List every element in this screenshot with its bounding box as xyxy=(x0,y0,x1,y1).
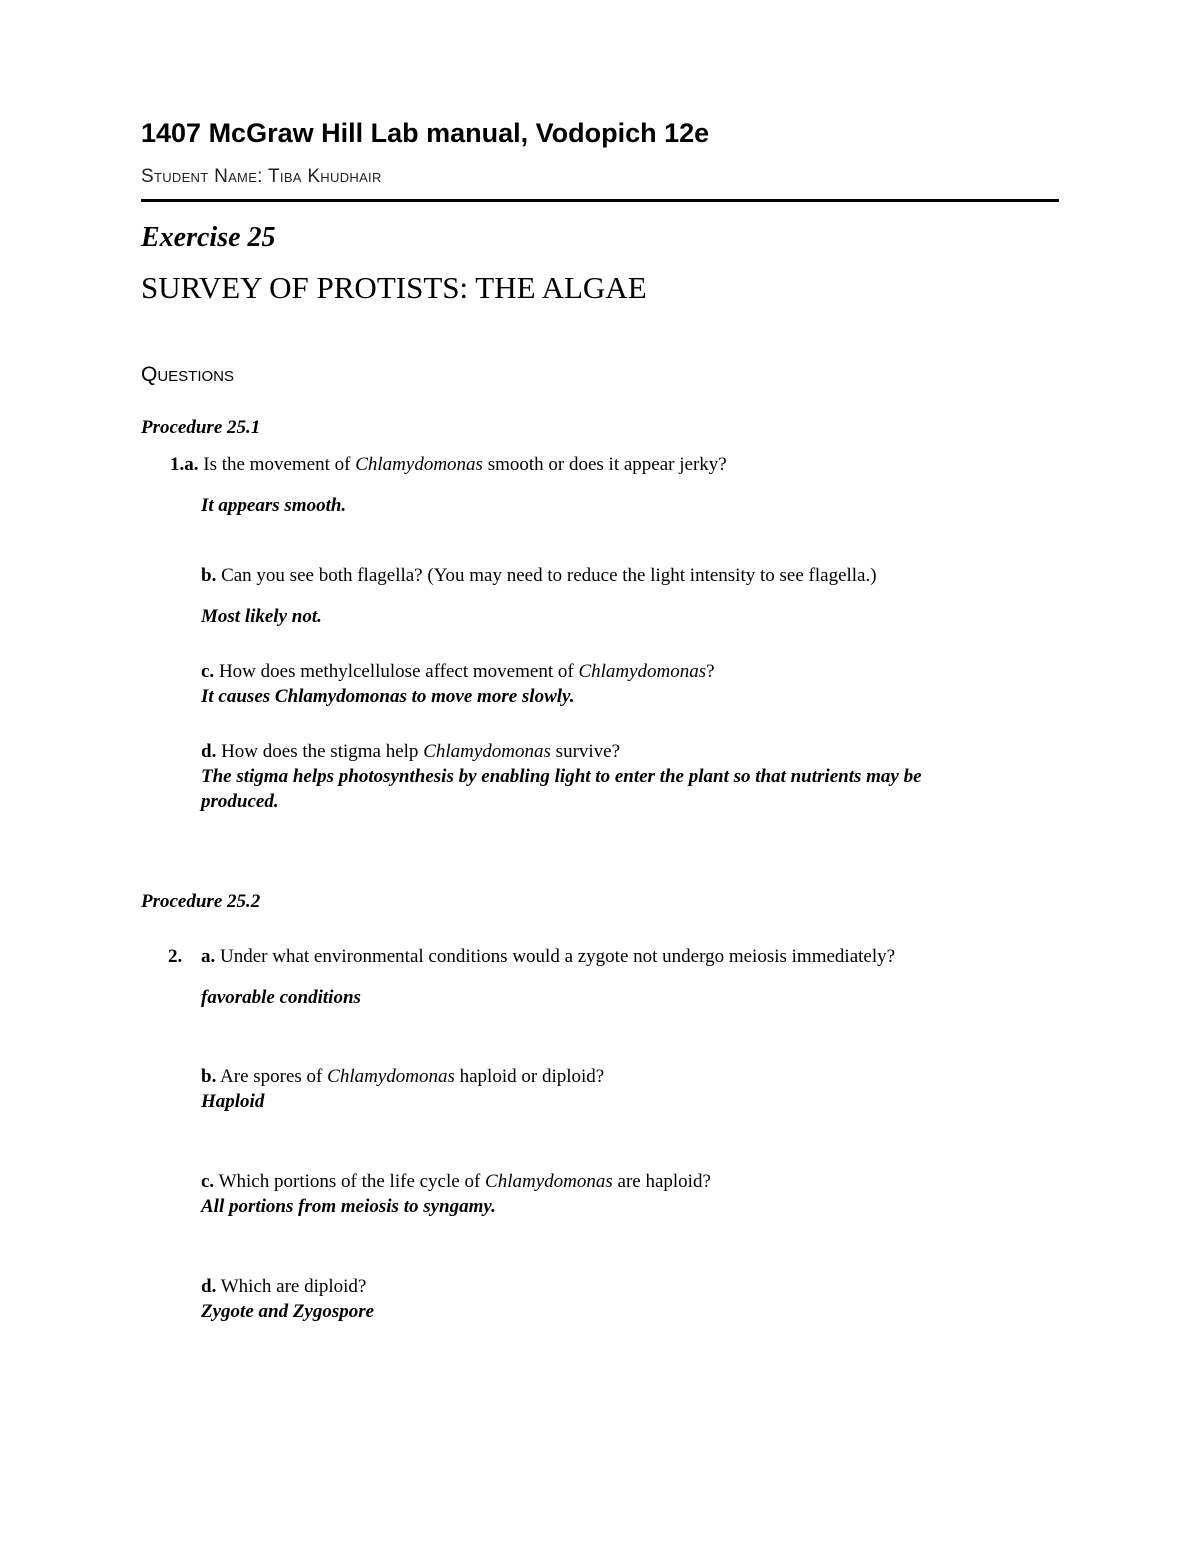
question-marker: 1.a. xyxy=(170,454,199,475)
question-2c xyxy=(201,1171,711,1193)
answer-2d: Zygote and Zygospore xyxy=(201,1301,375,1322)
species-name: Chlamydomonas xyxy=(327,1066,455,1087)
answer-1c: It causes Chlamydomonas to move more slowly. xyxy=(201,686,575,707)
student-name-label: Student Name: xyxy=(141,166,263,187)
answer-2c: All portions from meiosis to syngamy. xyxy=(201,1196,496,1217)
question-marker: b. xyxy=(201,1066,217,1087)
question-marker: c. xyxy=(201,1171,215,1192)
question-1a xyxy=(170,454,727,476)
question-text: are haploid? xyxy=(612,1171,711,1192)
species-name: Chlamydomonas xyxy=(423,741,551,762)
exercise-title: SURVEY OF PROTISTS: THE ALGAE xyxy=(141,270,647,305)
question-2d xyxy=(201,1276,366,1298)
question-marker: d. xyxy=(201,1276,217,1297)
answer-1a: It appears smooth. xyxy=(201,495,347,516)
answer-2b: Haploid xyxy=(201,1091,265,1112)
procedure-heading: Procedure 25.1 xyxy=(141,417,261,438)
question-text: ? xyxy=(706,661,715,682)
question-text: Under what environmental conditions would a zygote not undergo meiosis immediately? xyxy=(215,946,896,967)
question-text: haploid or diploid? xyxy=(454,1066,605,1087)
question-text: How does the stigma help xyxy=(216,741,424,762)
question-text: smooth or does it appear jerky? xyxy=(482,454,727,475)
exercise-number: Exercise 25 xyxy=(141,222,276,253)
questions-heading: Questions xyxy=(141,363,235,386)
question-1c xyxy=(201,661,715,683)
species-name: Chlamydomonas xyxy=(355,454,483,475)
student-name-line xyxy=(141,166,382,188)
answer-2a: favorable conditions xyxy=(201,987,361,1008)
student-name-value: Tiba Khudhair xyxy=(268,166,382,187)
question-marker: c. xyxy=(201,661,215,682)
species-name: Chlamydomonas xyxy=(578,661,707,682)
question-text: survive? xyxy=(550,741,621,762)
document-title: 1407 McGraw Hill Lab manual, Vodopich 12e xyxy=(141,118,710,148)
header-divider xyxy=(141,199,1059,202)
question-marker: b. xyxy=(201,565,217,586)
question-text: How does methylcellulose affect movement of xyxy=(214,661,579,682)
question-1d xyxy=(201,741,620,763)
question-text: Can you see both flagella? (You may need to reduce the light intensity to see flagella.) xyxy=(216,565,877,586)
answer-1d-line-1: The stigma helps photosynthesis by enabling light to enter the plant so that nutrients may be xyxy=(201,766,922,787)
answer-1b: Most likely not. xyxy=(201,606,322,627)
question-marker: d. xyxy=(201,741,217,762)
species-name: Chlamydomonas xyxy=(485,1171,613,1192)
question-1b xyxy=(201,565,877,587)
question-text: Is the movement of xyxy=(198,454,356,475)
question-text: Which portions of the life cycle of xyxy=(214,1171,486,1192)
procedure-heading: Procedure 25.2 xyxy=(141,891,261,912)
question-text: Which are diploid? xyxy=(216,1276,367,1297)
question-text: Are spores of xyxy=(216,1066,328,1087)
question-number: 2. xyxy=(168,946,183,967)
question-marker: a. xyxy=(201,946,216,967)
question-2b xyxy=(201,1066,604,1088)
answer-1d-line-2: produced. xyxy=(201,791,279,812)
question-2a xyxy=(168,946,182,968)
question-2a-text xyxy=(201,946,895,968)
